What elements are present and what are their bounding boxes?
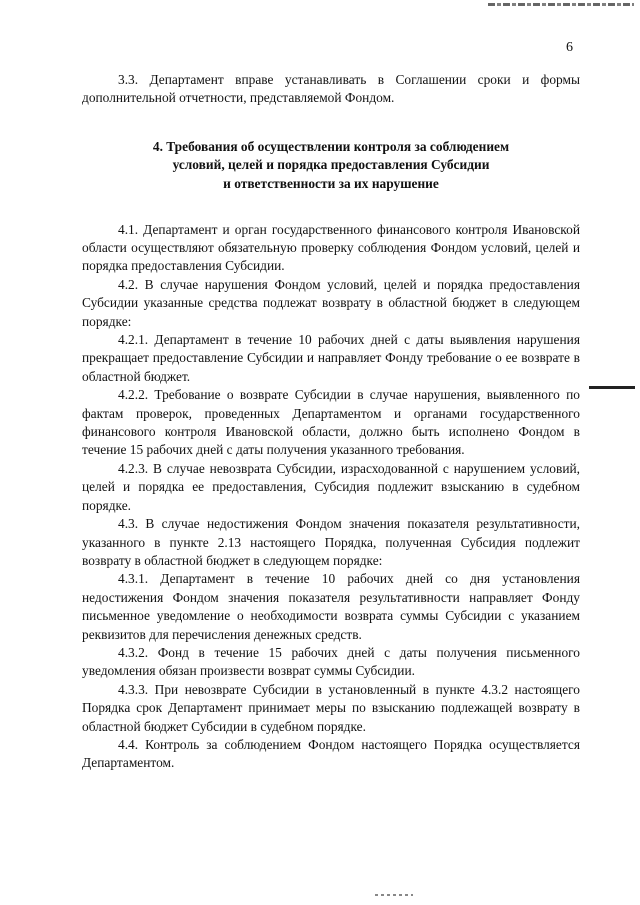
paragraph-4-3: 4.3. В случае недостижения Фондом значения показателя результативности, указанного в пункте 2.13 настоящего Порядка, полученная Субсидия подлежит возврату в областной бюджет в следующем порядке: xyxy=(82,516,580,568)
section-title-line-2: условий, целей и порядка предоставления Субсидии xyxy=(172,157,490,173)
paragraph-4-2-3: 4.2.3. В случае невозврата Субсидии, израсходованной с нарушением условий, целей и порядка ее предоставления, Субсидия подлежит взысканию в судебном порядке. xyxy=(82,460,580,513)
paragraph-4-4: 4.4. Контроль за соблюдением Фондом настоящего Порядка осуществляется Департаментом. xyxy=(82,736,580,771)
paragraph-4-2-2: 4.2.2. Требование о возврате Субсидии в случае нарушения, выявленного по фактам проверок, проведенных Департаментом и органами государственного финансового контроля Ивановской области, должно быть исполнено Фондом в течение 15 рабочих дней с даты получения указанного требования. xyxy=(82,387,580,458)
paragraph-4-1: 4.1. Департамент и орган государственного финансового контроля Ивановской области осуществляют обязательную проверку соблюдения Фондом условий, целей и порядка предоставления Субсидии. xyxy=(82,221,580,274)
paragraph-4-2: 4.2. В случае нарушения Фондом условий, целей и порядка предоставления Субсидии указанные средства подлежат возврату в областной бюджет в следующем порядке: xyxy=(82,276,580,329)
document-body xyxy=(82,71,580,773)
paragraph-4-3-2: 4.3.2. Фонд в течение 15 рабочих дней с даты получения письменного уведомления обязан произвести возврат суммы Субсидии. xyxy=(82,644,580,679)
section-title-line-3: и ответственности за их нарушение xyxy=(223,176,439,191)
section-title xyxy=(82,138,580,194)
margin-mark xyxy=(589,386,635,389)
paragraph-4-2-1: 4.2.1. Департамент в течение 10 рабочих дней с даты выявления нарушения прекращает предоставление Субсидии и направляет Фонду требование о ее возврате в областной бюджет. xyxy=(82,332,580,384)
section-title-line-1: 4. Требования об осуществлении контроля за соблюдением xyxy=(152,138,510,154)
paragraph-4-3-1: 4.3.1. Департамент в течение 10 рабочих дней со дня установления недостижения Фондом значения показателя результативности направляет Фонду письменное уведомление о необходимости возврата суммы Субсидии с указанием реквизитов для перечисления денежных средств. xyxy=(82,571,580,642)
scan-artifact-top xyxy=(488,3,634,6)
page-number: 6 xyxy=(566,40,573,55)
scan-artifact-bottom xyxy=(375,894,413,896)
paragraph-4-3-3: 4.3.3. При невозврате Субсидии в установленный в пункте 4.3.2 настоящего Порядка срок Департамент принимает меры по взысканию подлежащей возврату в областной бюджет Субсидии в судебном порядке. xyxy=(82,681,580,734)
paragraph-3-3: 3.3. Департамент вправе устанавливать в Соглашении сроки и формы дополнительной отчетности, представляемой Фондом. xyxy=(82,72,580,106)
